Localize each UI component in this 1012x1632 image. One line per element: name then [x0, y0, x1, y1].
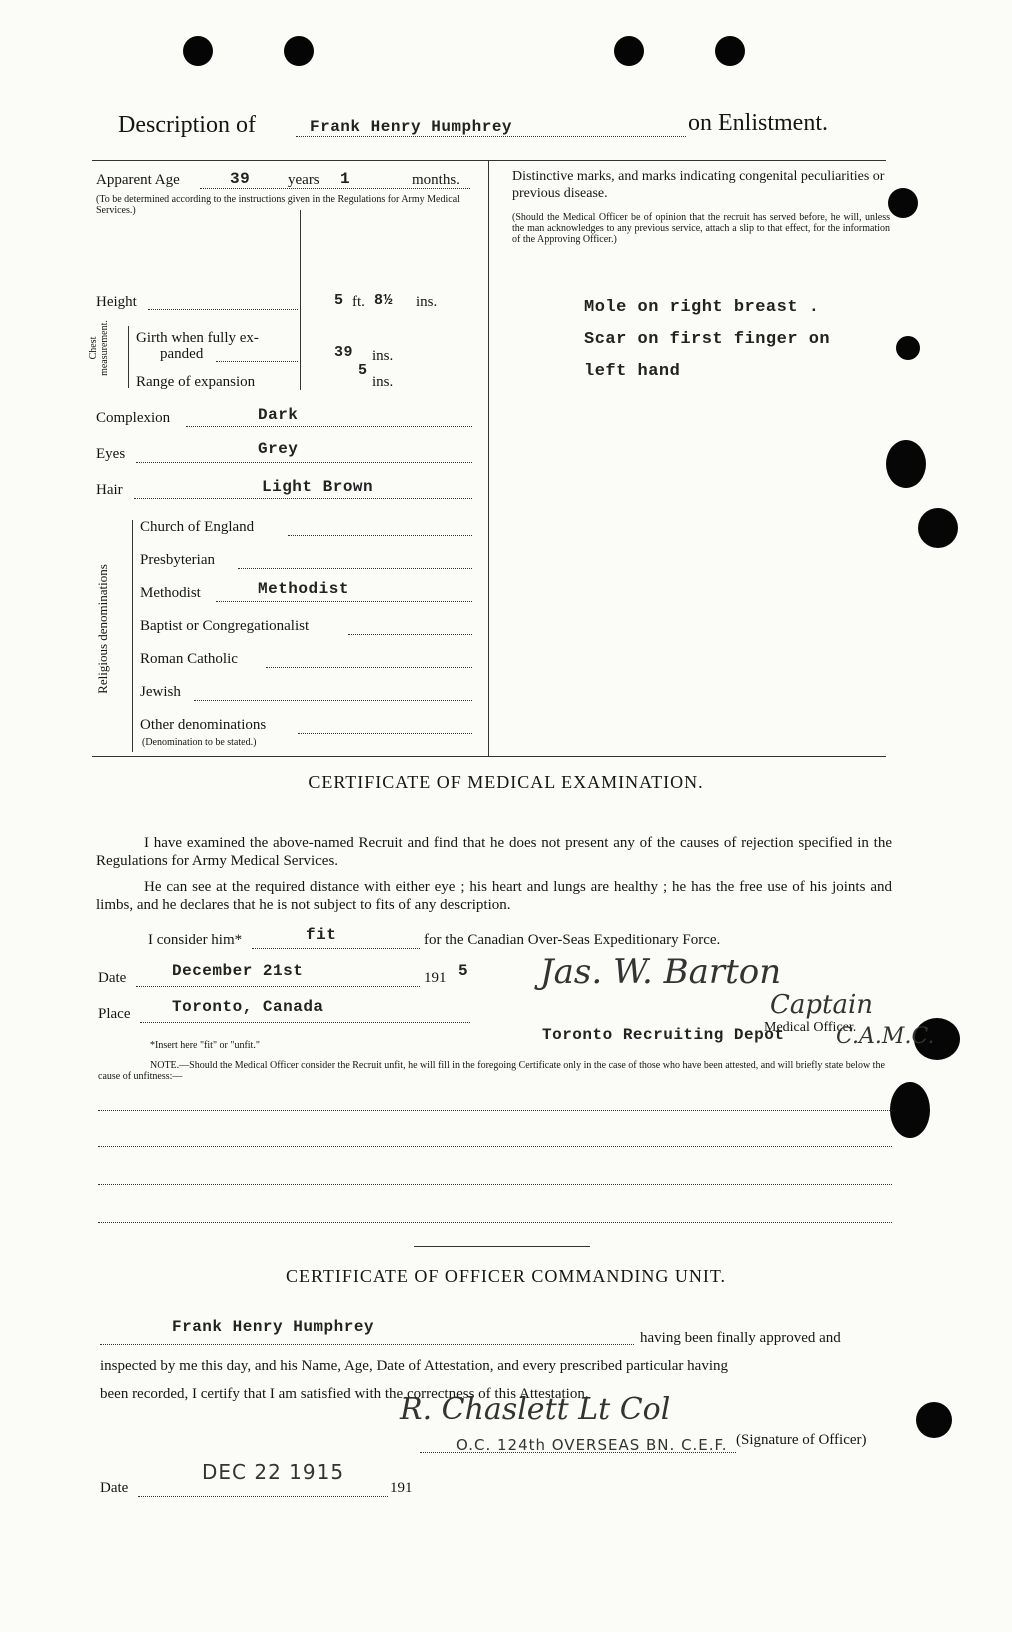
- height-ft: 5: [334, 292, 344, 309]
- unfitness-line: [98, 1184, 892, 1185]
- commanding-text-a: having been finally approved and: [640, 1330, 841, 1346]
- age-months: 1: [340, 170, 351, 188]
- medical-note: NOTE.—Should the Medical Officer consider the Recruit unfit, he will fill in the foregoing Certificate only in the case of those who have been attested, and will briefly state below the cause of unfitness:—: [98, 1060, 885, 1082]
- consider-suffix: for the Canadian Over-Seas Expeditionary Force.: [424, 932, 721, 948]
- ink-blot: [918, 508, 958, 548]
- commanding-recruit-name: Frank Henry Humphrey: [172, 1318, 375, 1336]
- section-rule: [414, 1246, 590, 1247]
- age-years: 39: [230, 170, 251, 188]
- medical-place-label: Place: [98, 1006, 131, 1022]
- religion-line: [216, 601, 472, 602]
- unfitness-line: [98, 1146, 892, 1147]
- commanding-name-line: [100, 1344, 634, 1345]
- top-rule: [92, 160, 886, 161]
- medical-officer-signature: Jas. W. Barton: [540, 952, 782, 992]
- medical-para-2: He can see at the required distance with either eye ; his heart and lungs are healthy ; he has the free use of his joints and limbs, and he declares that he is not subject to fits of any description.: [96, 879, 892, 913]
- consider-prefix: I consider him*: [148, 932, 243, 948]
- eyes-line: [136, 462, 472, 463]
- religion-line: [348, 634, 472, 635]
- name-line: [296, 136, 686, 137]
- commanding-text-b: inspected by me this day, and his Name, Age, Date of Attestation, and every prescribed particular having: [100, 1358, 729, 1374]
- age-note: (To be determined according to the instructions given in the Regulations for Army Medical Services.): [96, 194, 460, 216]
- girth-line: [216, 361, 298, 362]
- ins-label: ins.: [416, 294, 438, 310]
- unfitness-line: [98, 1222, 892, 1223]
- recruit-name: Frank Henry Humphrey: [310, 118, 513, 136]
- chest-bracket: [128, 326, 129, 388]
- marks-line-1: Mole on right breast .: [584, 298, 820, 317]
- height-label: Height: [96, 294, 137, 310]
- girth-value: 39: [334, 344, 354, 361]
- signature-line: [420, 1452, 736, 1453]
- height-ins: 8½: [374, 292, 394, 309]
- recruiting-depot: Toronto Recruiting Depot: [542, 1026, 785, 1044]
- apparent-age-label: Apparent Age: [96, 172, 180, 188]
- ink-blot: [886, 440, 926, 488]
- commanding-year-prefix: 191: [390, 1480, 413, 1496]
- medical-para-1: I have examined the above-named Recruit and find that he does not present any of the causes of rejection specified in the Regulations for Army Medical Services.: [96, 835, 892, 869]
- section-rule: [92, 756, 886, 757]
- religion-methodist-value: Methodist: [258, 580, 349, 598]
- commanding-title: CERTIFICATE OF OFFICER COMMANDING UNIT.: [285, 1266, 727, 1286]
- religion-line: [298, 733, 472, 734]
- medical-title: CERTIFICATE OF MEDICAL EXAMINATION.: [308, 772, 704, 792]
- medical-place-line: [140, 1022, 470, 1023]
- height-line: [148, 309, 298, 310]
- column-divider: [488, 160, 489, 756]
- religion-line: [288, 535, 472, 536]
- ink-blot: [916, 1402, 952, 1438]
- medical-date-line: [136, 986, 420, 987]
- ink-blot: [890, 1082, 930, 1138]
- commanding-signature: R. Chaslett Lt Col: [400, 1392, 671, 1427]
- ink-blot: [896, 336, 920, 360]
- commanding-text-c: been recorded, I certify that I am satisfied with the correctness of this Attestation.: [100, 1386, 589, 1402]
- medical-year-value: 5: [458, 962, 469, 980]
- consider-value: fit: [306, 926, 337, 944]
- religion-presbyterian: Presbyterian: [140, 552, 215, 568]
- religion-other-note: (Denomination to be stated.): [142, 737, 257, 748]
- header-prefix: Description of: [118, 112, 256, 138]
- medical-officer-rank: Captain: [770, 990, 874, 1020]
- marks-note: (Should the Medical Officer be of opinion that the recruit has served before, he will, unless the man acknowledges to any previous service, attach a slip to that effect, for the information of the Approving Officer.): [512, 212, 890, 245]
- eyes-value: Grey: [258, 440, 299, 458]
- hair-value: Light Brown: [262, 478, 374, 496]
- religion-church-of-england: Church of England: [140, 519, 255, 535]
- signature-label: (Signature of Officer): [736, 1432, 867, 1448]
- medical-place-value: Toronto, Canada: [172, 998, 324, 1016]
- hair-line: [134, 498, 472, 499]
- complexion-value: Dark: [258, 406, 299, 424]
- months-label: months.: [412, 172, 460, 188]
- religion-roman-catholic: Roman Catholic: [140, 651, 238, 667]
- medical-year-prefix: 191: [424, 970, 447, 986]
- binder-hole: [183, 36, 213, 66]
- marks-heading: Distinctive marks, and marks indicating congenital peculiarities or previous disease.: [512, 169, 885, 201]
- marks-line-2: Scar on first finger on: [584, 330, 831, 349]
- binder-hole: [614, 36, 644, 66]
- ft-label: ft.: [352, 294, 365, 310]
- medical-date-label: Date: [98, 970, 127, 986]
- measure-divider: [300, 210, 301, 390]
- religion-methodist: Methodist: [140, 585, 201, 601]
- girth-label-2: panded: [160, 346, 204, 362]
- header-suffix: on Enlistment.: [688, 110, 828, 136]
- range-value: 5: [358, 362, 368, 379]
- commanding-date-stamp: DEC 22 1915: [202, 1460, 345, 1484]
- commanding-date-label: Date: [100, 1480, 129, 1496]
- range-label: Range of expansion: [136, 374, 256, 390]
- medical-date-value: December 21st: [172, 962, 304, 980]
- religion-jewish: Jewish: [140, 684, 181, 700]
- complexion-label: Complexion: [96, 410, 171, 426]
- girth-label-1: Girth when fully ex-: [136, 330, 259, 346]
- years-label: years: [288, 172, 320, 188]
- binder-hole: [715, 36, 745, 66]
- hair-label: Hair: [96, 482, 123, 498]
- chest-label: Chest measurement.: [88, 320, 110, 376]
- complexion-line: [186, 426, 472, 427]
- religion-other: Other denominations: [140, 717, 267, 733]
- religion-baptist: Baptist or Congregationalist: [140, 618, 310, 634]
- commanding-stamp: O.C. 124th OVERSEAS BN. C.E.F.: [456, 1436, 728, 1454]
- form-header: [118, 110, 878, 144]
- girth-unit: ins.: [372, 348, 394, 364]
- religion-line: [194, 700, 472, 701]
- consider-line: [252, 948, 420, 949]
- religion-line: [266, 667, 472, 668]
- ink-blot: [888, 188, 918, 218]
- medical-unit-abbr: C.A.M.C.: [836, 1024, 935, 1049]
- eyes-label: Eyes: [96, 446, 126, 462]
- range-unit: ins.: [372, 374, 394, 390]
- insert-note: *Insert here "fit" or "unfit.": [150, 1040, 260, 1051]
- religion-line: [238, 568, 472, 569]
- marks-line-3: left hand: [584, 362, 681, 381]
- religion-side-label: Religious denominations: [95, 564, 110, 694]
- medical-officer-title: Medical Officer.: [764, 1020, 857, 1035]
- religion-bracket: [132, 520, 133, 752]
- unfitness-line: [98, 1110, 892, 1111]
- commanding-date-line: [138, 1496, 388, 1497]
- binder-hole: [284, 36, 314, 66]
